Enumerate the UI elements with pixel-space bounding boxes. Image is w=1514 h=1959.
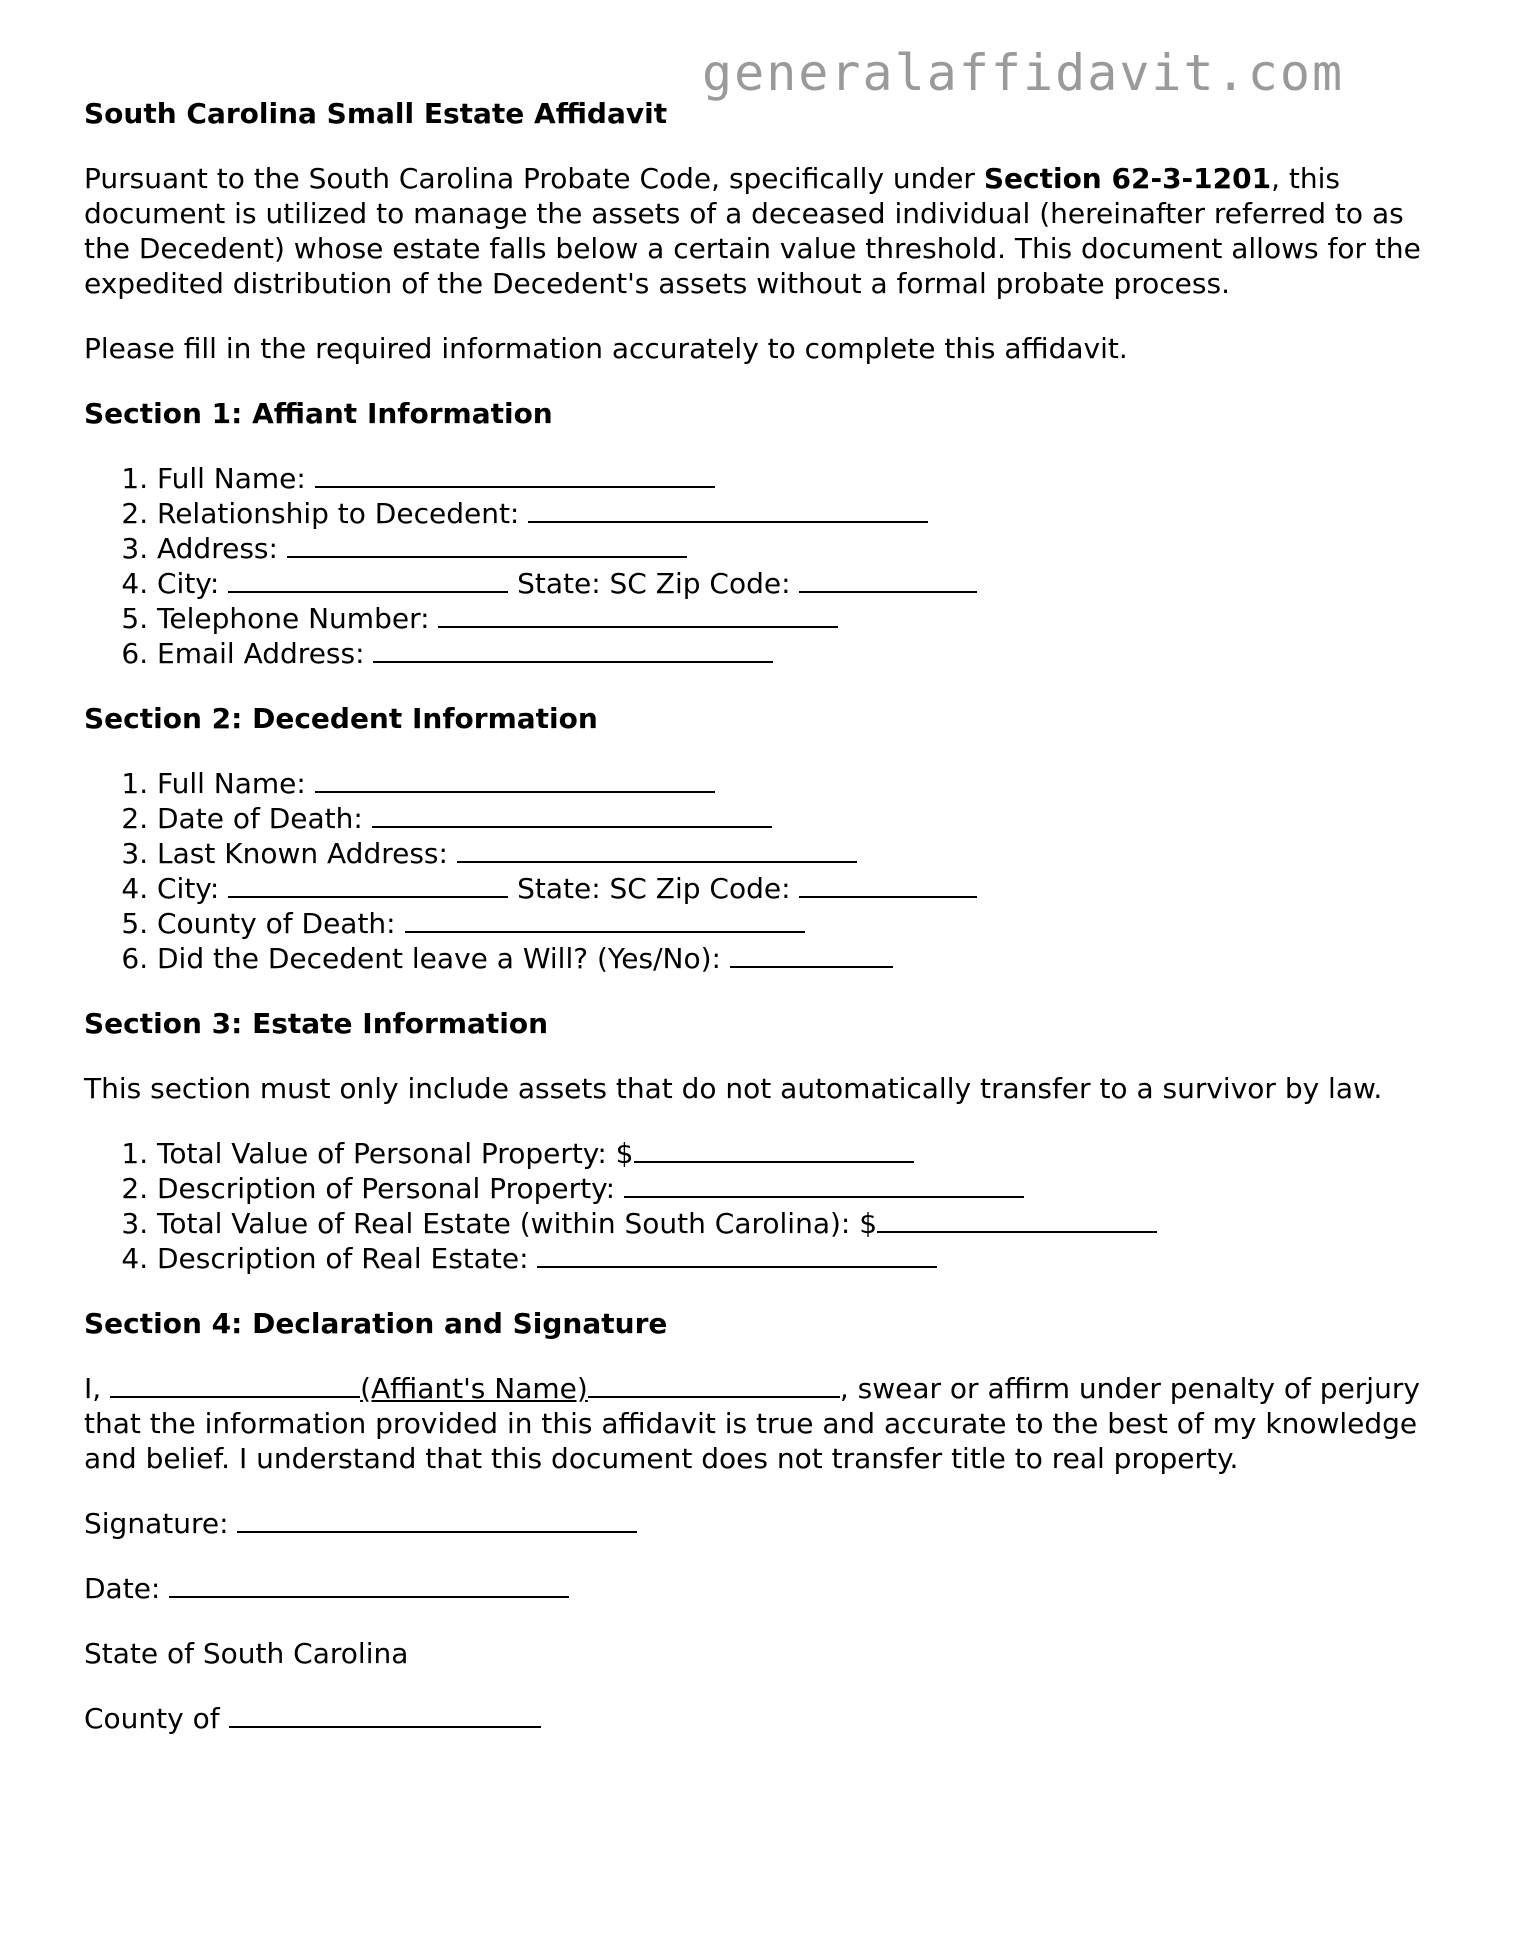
declaration-start: I, [84, 1372, 111, 1405]
list-item [157, 871, 1434, 906]
date-label: Date: [84, 1572, 170, 1605]
affiant-name-field-right[interactable] [588, 1371, 840, 1398]
intro-text-before: Pursuant to the South Carolina Probate Code, specifically under [84, 162, 984, 195]
affiant-phone-label: Telephone Number: [157, 602, 439, 635]
county-label: County of [84, 1702, 229, 1735]
personal-property-value-label: Total Value of Personal Property: $ [157, 1137, 634, 1170]
list-item [157, 531, 1434, 566]
county-field[interactable] [229, 1701, 541, 1728]
list-item [157, 1206, 1434, 1241]
estate-note: This section must only include assets that do not automatically transfer to a survivor by law. [84, 1072, 1383, 1105]
list-item [157, 461, 1434, 496]
state-line: State of South Carolina [84, 1637, 409, 1670]
affidavit-document [84, 96, 1434, 1766]
decedent-zip-field[interactable] [799, 871, 977, 898]
real-estate-desc-field[interactable] [537, 1241, 937, 1268]
real-estate-value-field[interactable] [877, 1206, 1157, 1233]
list-item [157, 766, 1434, 801]
last-address-field[interactable] [457, 836, 857, 863]
list-item [157, 1136, 1434, 1171]
list-item [157, 601, 1434, 636]
affiant-phone-field[interactable] [438, 601, 838, 628]
date-line [84, 1571, 1434, 1606]
affiant-email-label: Email Address: [157, 637, 374, 670]
list-item [157, 496, 1434, 531]
county-of-death-label: County of Death: [157, 907, 405, 940]
section-3-heading: Section 3: Estate Information [84, 1007, 549, 1040]
declaration-end: , swear or affirm under penalty of perjury that the information provided in this affidavit is true and accurate to the best of my knowledge and belief. I understand that this document does not transfer title to real property. [84, 1372, 1420, 1475]
real-estate-desc-label: Description of Real Estate: [157, 1242, 538, 1275]
list-item [157, 836, 1434, 871]
document-title: South Carolina Small Estate Affidavit [84, 97, 668, 130]
will-question-label: Did the Decedent leave a Will? (Yes/No): [157, 942, 730, 975]
decedent-city-field[interactable] [228, 871, 508, 898]
instruction-paragraph: Please fill in the required information accurately to complete this affidavit. [84, 332, 1128, 365]
estate-info-list [84, 1136, 1434, 1276]
decedent-city-label: City: [157, 872, 229, 905]
county-of-death-field[interactable] [405, 906, 805, 933]
last-address-label: Last Known Address: [157, 837, 457, 870]
signature-field[interactable] [237, 1506, 637, 1533]
date-of-death-label: Date of Death: [157, 802, 372, 835]
decedent-info-list [84, 766, 1434, 976]
affiant-relationship-field[interactable] [528, 496, 928, 523]
affiant-zip-field[interactable] [799, 566, 977, 593]
date-field[interactable] [169, 1571, 569, 1598]
section-4-heading: Section 4: Declaration and Signature [84, 1307, 668, 1340]
section-1-heading: Section 1: Affiant Information [84, 397, 553, 430]
affiant-address-label: Address: [157, 532, 287, 565]
signature-label: Signature: [84, 1507, 238, 1540]
affiant-email-field[interactable] [373, 636, 773, 663]
declaration-paragraph [84, 1371, 1434, 1476]
affiant-name-placeholder: (Affiant's Name) [360, 1372, 588, 1405]
affiant-city-field[interactable] [228, 566, 508, 593]
list-item [157, 1241, 1434, 1276]
date-of-death-field[interactable] [372, 801, 772, 828]
affiant-info-list [84, 461, 1434, 671]
list-item [157, 1171, 1434, 1206]
affiant-full-name-label: Full Name: [157, 462, 315, 495]
decedent-full-name-field[interactable] [315, 766, 715, 793]
section-reference: Section 62-3-1201 [983, 162, 1272, 195]
affiant-name-field-left[interactable] [110, 1371, 360, 1398]
affiant-state-zip-label: State: SC Zip Code: [508, 567, 800, 600]
list-item [157, 801, 1434, 836]
section-2-heading: Section 2: Decedent Information [84, 702, 598, 735]
intro-text-after: , this document is utilized to manage the assets of a deceased individual (hereinafter referred to as the Decedent) whose estate falls below a certain value threshold. This document allows for the expedited distribution of the Decedent's assets without a formal probate process. [84, 162, 1421, 300]
personal-property-desc-label: Description of Personal Property: [157, 1172, 624, 1205]
list-item [157, 566, 1434, 601]
intro-paragraph [84, 161, 1434, 301]
personal-property-value-field[interactable] [634, 1136, 914, 1163]
list-item [157, 906, 1434, 941]
real-estate-value-label: Total Value of Real Estate (within South Carolina): $ [157, 1207, 878, 1240]
affiant-city-label: City: [157, 567, 229, 600]
signature-line [84, 1506, 1434, 1541]
decedent-state-zip-label: State: SC Zip Code: [508, 872, 800, 905]
watermark: generalaffidavit.com [702, 44, 1345, 102]
decedent-full-name-label: Full Name: [157, 767, 315, 800]
county-line [84, 1701, 1434, 1736]
affiant-address-field[interactable] [287, 531, 687, 558]
list-item [157, 941, 1434, 976]
affiant-relationship-label: Relationship to Decedent: [157, 497, 529, 530]
personal-property-desc-field[interactable] [624, 1171, 1024, 1198]
list-item [157, 636, 1434, 671]
affiant-full-name-field[interactable] [315, 461, 715, 488]
will-answer-field[interactable] [730, 941, 893, 968]
